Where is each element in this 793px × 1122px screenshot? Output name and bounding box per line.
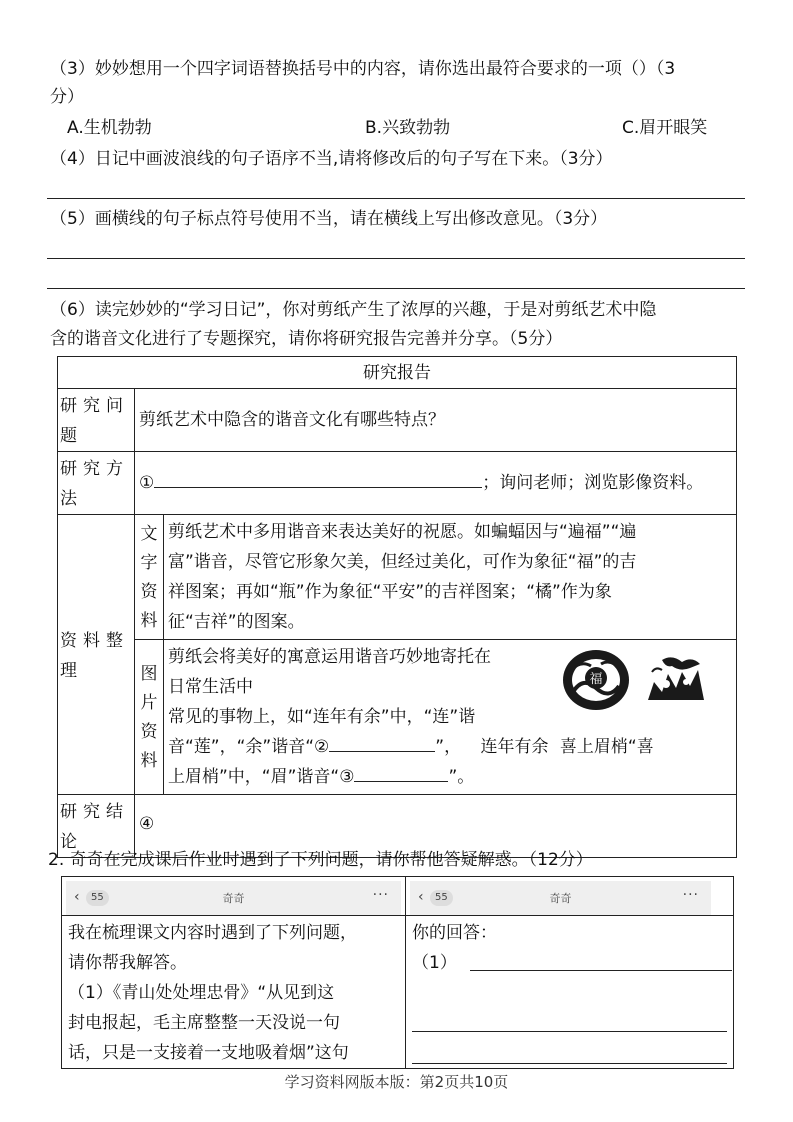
text-data-content: 剪纸艺术中多用谐音来表达美好的祝愿。如蝙蝠因与“遍福”“遍 富”谐音，尽管它形象欠美，但经过美化，可作为象征“福”的吉 祥图案；再如“瓶”作为象征“平安”的吉祥图案；“橘”作为象 征“吉祥”的图案。 <box>164 515 737 640</box>
conclusion-number: ④ <box>139 814 155 834</box>
caption-lianian: 连年有余 <box>480 737 549 757</box>
q5-stem: （5）画横线的句子标点符号使用不当，请在横线上写出修改意见。（3分） <box>50 209 608 229</box>
phone-bar-right <box>410 881 711 915</box>
q2-stem: 2. 奇奇在完成课后作业时遇到了下列问题，请你帮他答疑解惑。（12分） <box>48 850 593 870</box>
problem-text: 剪纸艺术中隐含的谐音文化有哪些特点？ <box>135 389 737 452</box>
conclusion-label: 研究结 论 <box>58 795 135 858</box>
method-blank[interactable] <box>154 487 482 488</box>
caption-xishang: 喜上眉梢 <box>559 737 628 757</box>
back-icon[interactable]: ‹ <box>74 889 80 905</box>
answer-line-3[interactable] <box>412 1063 727 1064</box>
answer-heading: 你的回答： <box>412 923 497 943</box>
blank-3[interactable] <box>354 781 448 782</box>
answer-number-1: （1） <box>412 953 457 973</box>
qa-right-header <box>406 877 734 916</box>
answer-line-2[interactable] <box>412 1031 727 1032</box>
papercut-fish-image <box>561 648 631 712</box>
q3-stem: （3）妙妙想用一个四字词语替换括号中的内容，请你选出最符合要求的一项（）（3 <box>50 59 676 79</box>
chat-name: 奇奇 <box>549 892 572 905</box>
report-title: 研究报告 <box>58 357 737 389</box>
method-cell <box>135 452 737 515</box>
fu-char: 福 <box>589 672 603 687</box>
q5-answer-line[interactable] <box>47 258 745 259</box>
papercut-magpie-image <box>642 652 710 706</box>
more-icon[interactable]: ··· <box>372 887 389 903</box>
q5-answer-line-2[interactable] <box>47 288 745 289</box>
text-data-label: 文 字 资 料 <box>135 515 164 640</box>
research-report-table <box>57 356 737 858</box>
qa-table <box>61 876 734 1069</box>
question-text-cell: 我在梳理课文内容时遇到了下列问题， 请你帮我解答。 （1）《青山处处埋忠骨》“从见到这 封电报起，毛主席整整一天没说一句 话，只是一支接着一支地吸着烟”这句 <box>62 916 406 1069</box>
image-data-content: 剪纸会将美好的寓意运用谐音巧妙地寄托在 日常生活中 常见的事物上，如“连年有余”中，“连”谐 音“莲”，“余”谐音“② ”， 连年有余 喜上眉梢“喜 上眉梢”中，“眉”谐音“③ ”。 福 <box>164 640 737 795</box>
image-data-label: 图 片 资 料 <box>135 640 164 795</box>
method-rest: ；询问老师；浏览影像资料。 <box>482 473 704 493</box>
q3-option-b: B.兴致勃勃 <box>365 118 451 138</box>
more-icon[interactable]: ··· <box>682 887 699 903</box>
q4-answer-line[interactable] <box>47 198 745 199</box>
q6-stem: （6）读完妙妙的“学习日记”，你对剪纸产生了浓厚的兴趣，于是对剪纸艺术中隐 <box>50 300 657 320</box>
q6-stem-cont: 含的谐音文化进行了专题探究，请你将研究报告完善并分享。（5分） <box>50 329 563 349</box>
unread-badge: 55 <box>430 890 453 906</box>
qa-left-header <box>62 877 406 916</box>
chat-name: 奇奇 <box>222 892 245 905</box>
q3-option-a: A.生机勃勃 <box>67 118 152 138</box>
back-icon[interactable]: ‹ <box>418 889 424 905</box>
page-footer: 学习资料网版本版：第2页共10页 <box>284 1073 509 1091</box>
method-label: 研究方 法 <box>58 452 135 515</box>
q3-option-c: C.眉开眼笑 <box>622 118 708 138</box>
unread-badge: 55 <box>86 890 109 906</box>
phone-bar-left <box>66 881 401 915</box>
answer-line-1[interactable] <box>470 970 732 971</box>
problem-label: 研究问 题 <box>58 389 135 452</box>
answer-cell <box>406 916 734 1069</box>
q4-stem: （4）日记中画波浪线的句子语序不当,请将修改后的句子写在下来。（3分） <box>50 149 613 169</box>
method-number: ① <box>139 473 155 493</box>
data-label: 资料整 理 <box>58 515 135 795</box>
blank-2[interactable] <box>329 751 435 752</box>
q3-stem-cont: 分） <box>50 87 84 107</box>
